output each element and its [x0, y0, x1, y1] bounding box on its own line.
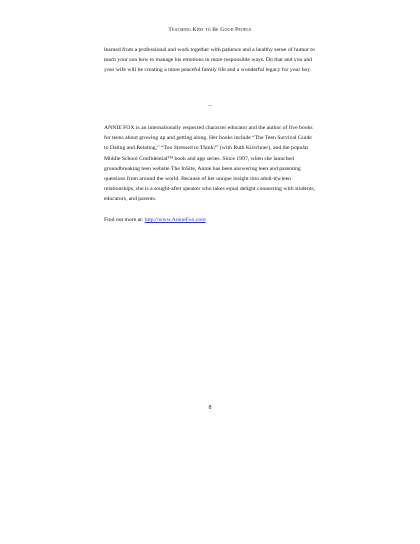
author-website-link[interactable]: http://www.AnnieFox.com: [144, 217, 206, 223]
body-paragraph: [104, 45, 316, 76]
page-number: 8: [208, 405, 212, 411]
author-bio-paragraph: [104, 123, 316, 205]
find-out-more-text: [104, 215, 316, 225]
find-out-more-label: Find out more at:: [104, 217, 145, 223]
find-out-more-line: [104, 215, 316, 225]
paragraph-text: learned from a professional and work together with patience and a healthy sense of humor to teach your son how to manage his emotions in more responsible ways. Do that and you and your wife will be creating a more peaceful family life and a wonderful legacy for your boy.: [104, 47, 315, 74]
running-header: Teaching Kids to Be Good People: [168, 27, 252, 33]
author-bio-text: ANNIE FOX is an internationally respected character educator and the author of five books for teens about growing up and getting along. Her books include “The Teen Survival Guide to Dating and Relating,” “Too Stressed to Think?” (with Ruth Kirschner), and the popular Middle School Confidential™ book and app series. Since 1997, when she launched groundbreaking teen website The InSite, Annie has been answering teen and parenting questions from around the world. Because of her unique insight into adult-t(w)een relationships, she is a sought-after speaker who takes equal delight connecting with students, educators, and parents.: [104, 125, 316, 203]
section-separator: ~: [208, 103, 212, 109]
